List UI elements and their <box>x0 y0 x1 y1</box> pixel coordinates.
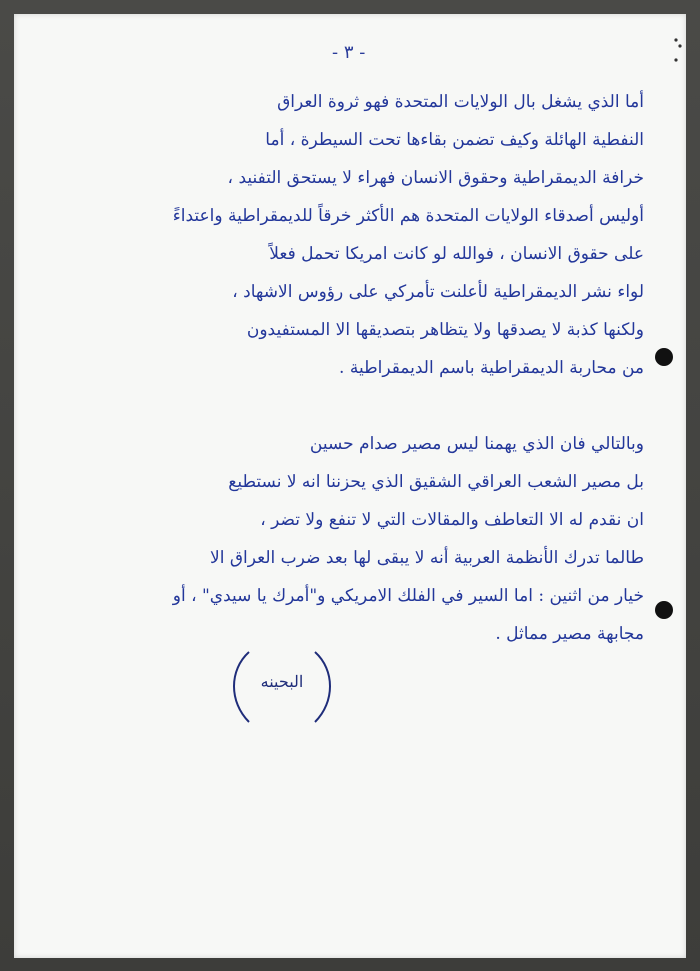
page-number: - ٣ - <box>332 42 366 63</box>
text-line: خرافة الديمقراطية وحقوق الانسان فهراء لا يستحق التفنيد ، <box>227 168 644 188</box>
staple-mark-icon <box>670 32 686 72</box>
signature-text: البحينه <box>260 672 304 691</box>
text-line: أما الذي يشغل بال الولايات المتحدة فهو ثروة العراق <box>277 92 644 112</box>
handwritten-page <box>14 14 686 958</box>
text-line: على حقوق الانسان ، فوالله لو كانت امريكا تحمل فعلاً <box>269 244 644 264</box>
text-line: خيار من اثنين : اما السير في الفلك الامريكي و"أمرك يا سيدي" ، أو <box>172 586 644 606</box>
text-line: طالما تدرك الأنظمة العربية أنه لا يبقى لها بعد ضرب العراق الا <box>210 548 644 568</box>
text-line: النفطية الهائلة وكيف تضمن بقاءها تحت السيطرة ، أما <box>265 130 644 150</box>
signature <box>227 644 337 728</box>
text-line: مجابهة مصير مماثل . <box>495 624 644 644</box>
text-line: بل مصير الشعب العراقي الشقيق الذي يحزننا انه لا نستطيع <box>228 472 644 492</box>
text-line: وبالتالي فان الذي يهمنا ليس مصير صدام حسين <box>309 434 644 454</box>
punch-hole <box>655 601 673 619</box>
text-line: ولكنها كذبة لا يصدقها ولا يتظاهر بتصديقها الا المستفيدون <box>246 320 644 340</box>
text-line: من محاربة الديمقراطية باسم الديمقراطية . <box>339 358 644 378</box>
text-line: ان نقدم له الا التعاطف والمقالات التي لا تنفع ولا تضر ، <box>260 510 644 530</box>
text-line: لواء نشر الديمقراطية لأعلنت تأمركي على رؤوس الاشهاد ، <box>232 282 644 302</box>
text-line: أوليس أصدقاء الولايات المتحدة هم الأكثر خرقاً للديمقراطية واعتداءً <box>172 206 644 226</box>
punch-hole <box>655 348 673 366</box>
